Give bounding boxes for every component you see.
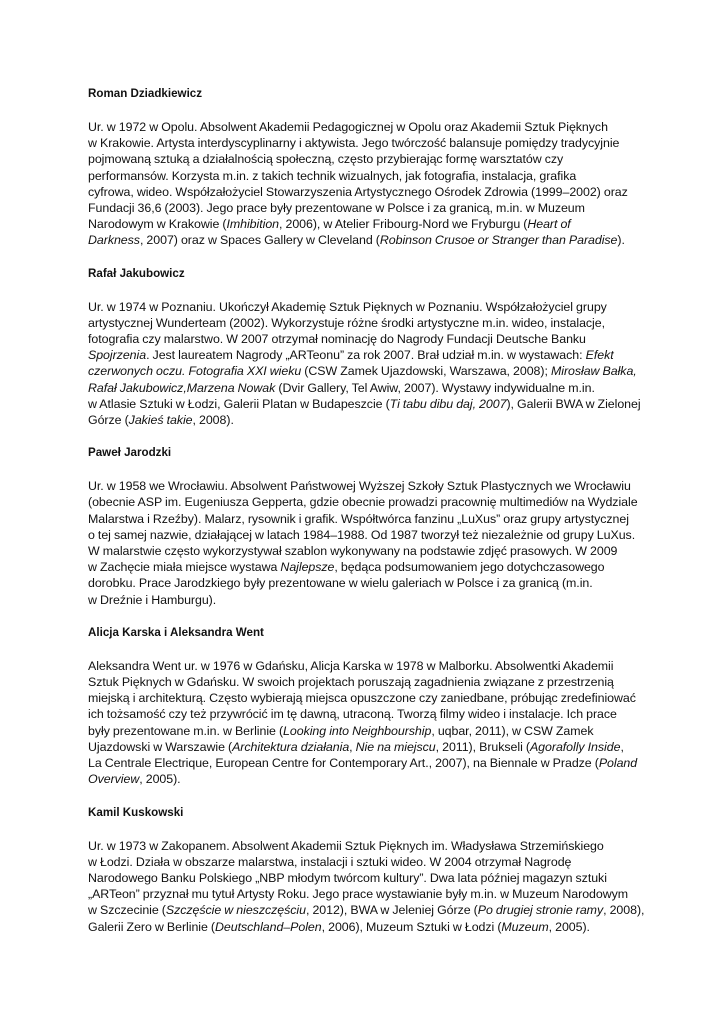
- italic-title-text: Agorafolly Inside: [529, 739, 621, 754]
- bio-text: Górze (: [88, 413, 129, 428]
- artist-name-heading: Paweł Jarodzki: [88, 446, 172, 460]
- italic-title-text: czerwonych oczu. Fotografia XXI wieku: [88, 364, 302, 379]
- bio-line: [88, 380, 648, 396]
- artist-name-heading: Alicja Karska i Aleksandra Went: [88, 625, 264, 639]
- bio-text: , 2011), Brukseli (: [435, 739, 530, 754]
- artist-bio-paragraph: [88, 838, 648, 935]
- italic-title-text: Po drugiej stronie ramy: [477, 903, 604, 918]
- artist-entry: [88, 266, 648, 429]
- italic-title-text: Poland: [598, 756, 638, 771]
- bio-text: ).: [617, 233, 625, 248]
- bio-line: [88, 838, 648, 854]
- italic-title-text: Ti tabu dibu daj, 2007: [389, 396, 507, 411]
- bio-text: Fundacji 36,6 (2003). Jego prace były prezentowane w Polsce i za granicą, m.in. w Muzeum: [88, 201, 585, 216]
- artist-entry: [88, 86, 648, 249]
- bio-text: Ur. w 1973 w Zakopanem. Absolwent Akademii Sztuk Pięknych im. Władysława Strzemińskiego: [88, 838, 604, 853]
- bio-text: ,: [349, 739, 356, 754]
- bio-text: „ARTeon” przyznał mu tytuł Artysty Roku. Jego prace wystawianie były m.in. w Muzeum Narodowym: [88, 887, 629, 902]
- bio-text: , 2008).: [192, 413, 234, 428]
- bio-line: [88, 870, 648, 886]
- artist-entry: [88, 805, 648, 935]
- bio-text: W malarstwie często wykorzystywał szablon wykonywany na podstawie zdjęć prasowych. W 2009: [88, 544, 618, 559]
- bio-text: , będąca podsumowaniem jego dotychczasowego: [334, 560, 605, 575]
- italic-title-text: Spojrzenia: [88, 348, 147, 363]
- bio-line: [88, 592, 648, 608]
- bio-text: miejską i architekturą. Często wybierają miejsca opuszczone czy zaniedbane, próbując zredefiniować: [88, 691, 636, 706]
- bio-line: [88, 363, 648, 379]
- italic-title-text: Rafał Jakubowicz,Marzena Nowak: [88, 380, 276, 395]
- bio-line: [88, 755, 648, 771]
- bio-line: [88, 723, 648, 739]
- bio-line: [88, 412, 648, 428]
- bio-line: [88, 396, 648, 412]
- bio-line: [88, 739, 648, 755]
- bio-text: ), Galerii BWA w Zielonej: [506, 396, 641, 411]
- italic-title-text: Mirosław Bałka,: [550, 364, 637, 379]
- bio-line: [88, 315, 648, 331]
- bio-line: [88, 527, 648, 543]
- bio-text: Ur. w 1974 w Poznaniu. Ukończył Akademię Sztuk Pięknych w Poznaniu. Współzałożyciel grupy: [88, 299, 607, 314]
- bio-text: , 2006), w Atelier Fribourg-Nord we Fryburgu (: [279, 217, 528, 232]
- bio-line: [88, 347, 648, 363]
- bio-text: ich tożsamość czy też przywrócić im tę dawną, utraconą. Tworzą filmy wideo i instalacje. Ich prace: [88, 707, 617, 722]
- bio-line: [88, 919, 648, 935]
- italic-title-text: Jakieś takie: [128, 413, 193, 428]
- italic-title-text: Deutschland–Polen: [215, 919, 322, 934]
- artist-entry: [88, 445, 648, 608]
- artist-bio-paragraph: [88, 119, 648, 249]
- bio-text: Aleksandra Went ur. w 1976 w Gdańsku, Alicja Karska w 1978 w Malborku. Absolwentki Akademii: [88, 658, 614, 673]
- bio-line: [88, 200, 648, 216]
- bio-line: [88, 854, 648, 870]
- bio-text: La Centrale Electrique, European Centre for Contemporary Art., 2007), na Biennale w Pradze (: [88, 756, 599, 771]
- bio-text: (CSW Zamek Ujazdowski, Warszawa, 2008);: [301, 364, 551, 379]
- bio-text: , 2005).: [139, 772, 181, 787]
- italic-title-text: Architektura działania: [232, 739, 350, 754]
- bio-line: [88, 331, 648, 347]
- bio-text: dorobku. Prace Jarodzkiego były prezentowane w wielu galeriach w Polsce i za granicą (m.in.: [88, 576, 593, 591]
- bio-text: performansów. Korzysta m.in. z takich technik wizualnych, jak fotografia, instalacja, grafika: [88, 168, 577, 183]
- artist-bio-paragraph: [88, 478, 648, 608]
- bio-text: Ujazdowski w Warszawie (: [88, 739, 233, 754]
- italic-title-text: Imhibition: [226, 217, 279, 232]
- artist-bio-paragraph: [88, 658, 648, 788]
- italic-title-text: Efekt: [585, 348, 614, 363]
- bio-text: , 2006), Muzeum Sztuki w Łodzi (: [321, 919, 502, 934]
- bio-text: Narodowego Banku Polskiego „NBP młodym twórcom kultury”. Dwa lata później magazyn sztuki: [88, 870, 607, 885]
- bio-text: w Łodzi. Działa w obszarze malarstwa, instalacji i sztuki wideo. W 2004 otrzymał Nagrodę: [88, 854, 572, 869]
- bio-text: w Szczecinie (: [88, 903, 166, 918]
- bio-text: (obecnie ASP im. Eugeniusza Gepperta, gdzie obecnie prowadzi pracownię multimediów na Wydziale: [88, 495, 638, 510]
- bio-text: Ur. w 1972 w Opolu. Absolwent Akademii Pedagogicznej w Opolu oraz Akademii Sztuk Pięknych: [88, 120, 608, 134]
- bio-text: cyfrowa, wideo. Współzałożyciel Stowarzyszenia Artystycznego Ośrodek Zdrowia (1999–2002) oraz: [88, 184, 628, 199]
- bio-line: [88, 494, 648, 510]
- bio-line: [88, 706, 648, 722]
- bio-text: o tej samej nazwie, działającej w latach 1984–1988. Od 1987 tworzył też niezależnie od grupy LuXus.: [88, 527, 636, 542]
- italic-title-text: Najlepsze: [280, 560, 335, 575]
- bio-text: artystycznej Wunderteam (2002). Wykorzystuje różne środki artystyczne m.in. wideo, instalacje,: [88, 315, 605, 330]
- bio-line: [88, 771, 648, 787]
- document-body: [88, 86, 648, 952]
- bio-line: [88, 674, 648, 690]
- artist-name-heading: Rafał Jakubowicz: [88, 266, 185, 280]
- bio-text: Sztuk Pięknych w Gdańsku. W swoich projektach poruszają zagadnienia związane z przestrzenią: [88, 675, 614, 690]
- artist-bio-paragraph: [88, 299, 648, 429]
- bio-text: w Zachęcie miała miejsce wystawa: [88, 560, 281, 575]
- bio-line: [88, 216, 648, 232]
- bio-text: Malarstwa i Rzeźby). Malarz, rysownik i grafik. Współtwórca fanzinu „LuXus” oraz grupy artystycznej: [88, 511, 629, 526]
- artist-name-heading: Roman Dziadkiewicz: [88, 87, 203, 100]
- bio-text: , uqbar, 2011), w CSW Zamek: [431, 723, 594, 738]
- italic-title-text: Heart of: [527, 217, 571, 232]
- bio-text: w Atlasie Sztuki w Łodzi, Galerii Platan w Budapeszcie (: [88, 396, 390, 411]
- bio-text: były prezentowane m.in. w Berlinie (: [88, 723, 284, 738]
- bio-line: [88, 232, 648, 248]
- bio-text: , 2008),: [603, 903, 645, 918]
- bio-text: (Dvir Gallery, Tel Awiw, 2007). Wystawy indywidualne m.in.: [275, 380, 595, 395]
- italic-title-text: Robinson Crusoe or Stranger than Paradise: [379, 233, 618, 248]
- bio-line: [88, 543, 648, 559]
- italic-title-text: Nie na miejscu: [355, 739, 436, 754]
- bio-line: [88, 575, 648, 591]
- bio-text: . Jest laureatem Nagrody „ARTeonu” za rok 2007. Brał udział m.in. w wystawach:: [146, 348, 586, 363]
- italic-title-text: Overview: [88, 772, 140, 787]
- bio-line: [88, 119, 648, 135]
- artist-name-heading: Kamil Kuskowski: [88, 805, 184, 819]
- bio-line: [88, 478, 648, 494]
- italic-title-text: Looking into Neighbourship: [283, 723, 432, 738]
- bio-line: [88, 151, 648, 167]
- bio-line: [88, 511, 648, 527]
- bio-text: fotografia czy malarstwo. W 2007 otrzymał nominację do Nagrody Fundacji Deutsche Banku: [88, 332, 586, 347]
- bio-text: Galerii Zero w Berlinie (: [88, 919, 215, 934]
- bio-line: [88, 559, 648, 575]
- bio-line: [88, 184, 648, 200]
- artist-entry: [88, 625, 648, 788]
- bio-line: [88, 658, 648, 674]
- bio-line: [88, 902, 648, 918]
- bio-text: , 2007) oraz w Spaces Gallery w Cleveland (: [139, 233, 380, 248]
- bio-text: , 2005).: [548, 919, 590, 934]
- bio-text: ,: [620, 739, 624, 754]
- bio-text: Narodowym w Krakowie (: [88, 217, 227, 232]
- bio-text: w Dreźnie i Hamburgu).: [88, 592, 217, 607]
- bio-text: , 2012), BWA w Jeleniej Górze (: [305, 903, 478, 918]
- bio-text: Ur. w 1958 we Wrocławiu. Absolwent Państwowej Wyższej Szkoły Sztuk Plastycznych we Wrocławiu: [88, 479, 631, 494]
- bio-line: [88, 299, 648, 315]
- bio-text: pojmowaną sztuką a działalnością społeczną, często przybierając formę warsztatów czy: [88, 152, 564, 167]
- bio-line: [88, 168, 648, 184]
- italic-title-text: Szczęście w nieszczęściu: [165, 903, 306, 918]
- bio-line: [88, 886, 648, 902]
- italic-title-text: Muzeum: [501, 919, 549, 934]
- bio-line: [88, 690, 648, 706]
- bio-line: [88, 135, 648, 151]
- italic-title-text: Darkness: [88, 233, 140, 248]
- bio-text: w Krakowie. Artysta interdyscyplinarny i aktywista. Jego twórczość balansuje pomiędzy tradycyjnie: [88, 136, 620, 151]
